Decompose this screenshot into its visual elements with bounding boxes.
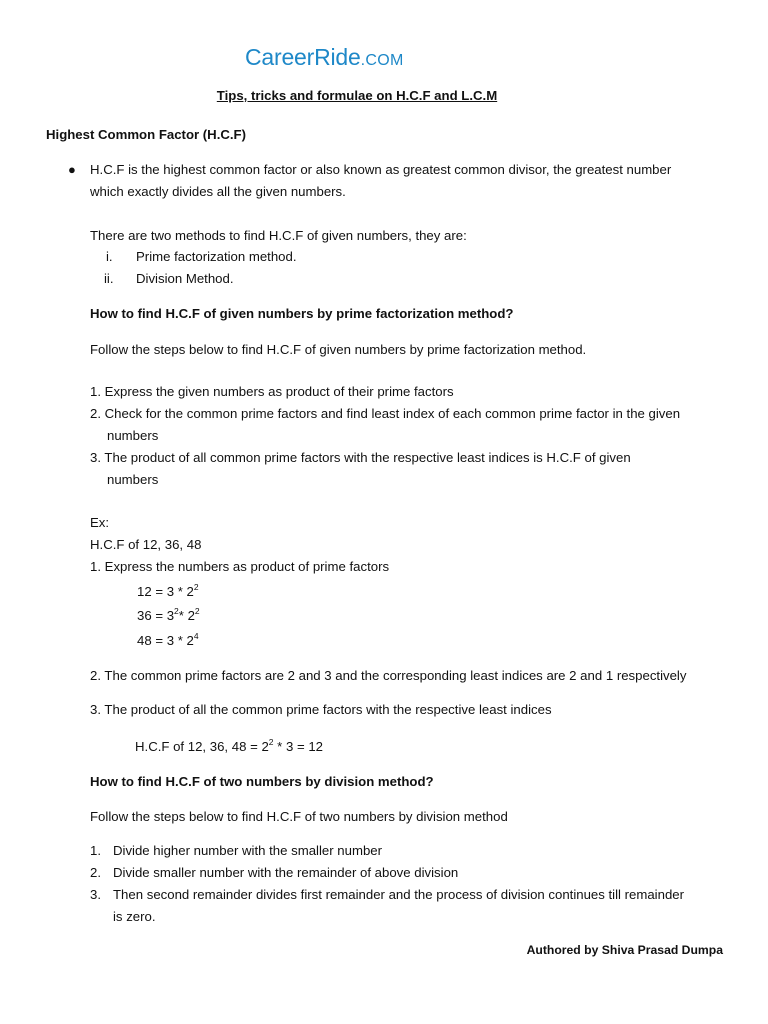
division-step-3: Then second remainder divides first remainder and the process of division continues till remainder <box>113 887 685 902</box>
equation-12 <box>137 584 199 599</box>
prime-step-2-cont: numbers <box>107 428 159 443</box>
example-title: H.C.F of 12, 36, 48 <box>90 537 202 552</box>
hcf-heading: Highest Common Factor (H.C.F) <box>46 127 247 142</box>
equation-48 <box>137 633 199 648</box>
method-num-1: i. <box>106 249 113 264</box>
prime-step-2: 2. Check for the common prime factors and find least index of each common prime factor in the given <box>90 406 681 421</box>
methods-intro: There are two methods to find H.C.F of given numbers, they are: <box>90 228 467 243</box>
author-credit: Authored by Shiva Prasad Dumpa <box>526 943 723 957</box>
example-result <box>135 739 323 754</box>
careerride-logo <box>245 44 404 71</box>
eq48-exp: 4 <box>193 631 199 641</box>
equation-36 <box>137 608 200 623</box>
method-label-2: Division Method. <box>136 271 234 286</box>
eq48-base: 48 = 3 * 2 <box>137 633 194 648</box>
division-step-num-1: 1. <box>90 843 101 858</box>
bullet-line-1: H.C.F is the highest common factor or also known as greatest common divisor, the greatest number <box>90 162 672 177</box>
example-label: Ex: <box>90 515 110 530</box>
bullet-icon: ● <box>68 162 76 177</box>
result-b: * 3 = 12 <box>273 739 324 754</box>
method-label-1: Prime factorization method. <box>136 249 297 264</box>
example-step-3: 3. The product of all the common prime factors with the respective least indices <box>90 702 552 717</box>
example-step-1: 1. Express the numbers as product of prime factors <box>90 559 390 574</box>
prime-intro: Follow the steps below to find H.C.F of given numbers by prime factorization method. <box>90 342 587 357</box>
division-intro: Follow the steps below to find H.C.F of two numbers by division method <box>90 809 508 824</box>
page-title: Tips, tricks and formulae on H.C.F and L.C.M <box>216 88 498 103</box>
division-step-num-3: 3. <box>90 887 101 902</box>
eq36-exp1: 2 <box>174 606 179 616</box>
eq36-exp2: 2 <box>194 606 200 616</box>
eq36-b: * 2 <box>178 608 195 623</box>
method-num-2: ii. <box>104 271 114 286</box>
eq12-base: 12 = 3 * 2 <box>137 584 194 599</box>
division-step-num-2: 2. <box>90 865 101 880</box>
division-step-3-cont: is zero. <box>113 909 156 924</box>
result-a: H.C.F of 12, 36, 48 = 2 <box>135 739 269 754</box>
eq36-a: 36 = 3 <box>137 608 175 623</box>
result-exp: 2 <box>268 737 274 747</box>
logo-brand: CareerRide <box>245 44 361 70</box>
logo-domain: .COM <box>360 52 404 69</box>
division-step-2: Divide smaller number with the remainder of above division <box>113 865 459 880</box>
example-step-2: 2. The common prime factors are 2 and 3 and the corresponding least indices are 2 and 1 respectively <box>90 668 687 683</box>
bullet-line-2: which exactly divides all the given numbers. <box>90 184 346 199</box>
prime-step-3: 3. The product of all common prime factors with the respective least indices is H.C.F of given <box>90 450 631 465</box>
prime-heading: How to find H.C.F of given numbers by prime factorization method? <box>90 306 514 321</box>
division-heading: How to find H.C.F of two numbers by division method? <box>90 774 434 789</box>
prime-step-3-cont: numbers <box>107 472 159 487</box>
eq12-exp: 2 <box>193 582 199 592</box>
division-step-1: Divide higher number with the smaller number <box>113 843 382 858</box>
prime-step-1: 1. Express the given numbers as product of their prime factors <box>90 384 454 399</box>
